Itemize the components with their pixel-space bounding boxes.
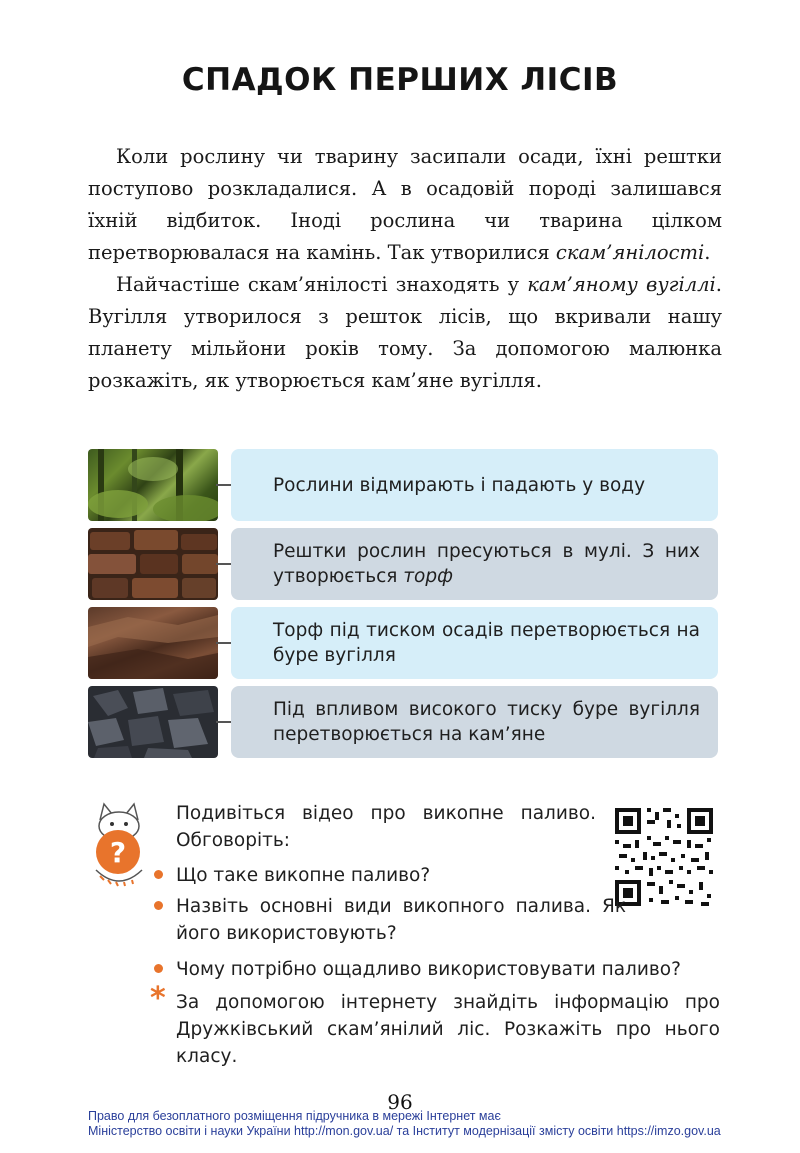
stage-3-box xyxy=(231,607,718,679)
stage-3-text: Торф під тиском осадів перетворюється на буре вугілля xyxy=(273,620,700,666)
coal-photo xyxy=(88,686,218,758)
stage-1-box xyxy=(231,449,718,521)
star-item xyxy=(150,981,720,1070)
list-item xyxy=(176,862,626,889)
paragraph-end: . xyxy=(704,241,711,264)
svg-text:?: ? xyxy=(109,836,127,869)
forest-photo xyxy=(88,449,218,521)
stage-4-box xyxy=(231,686,718,758)
footer-line-2: Міністерство освіти і науки України http://mon.gov.ua/ та Інститут модернізації змісту освіти https://imzo.gov.ua xyxy=(88,1124,721,1138)
stage-1 xyxy=(88,449,718,521)
paragraph-text: Коли рослину чи тварину засипали осади, їхні рештки поступово розкладалися. А в осадовій породі залишався їхній відбиток. Іноді рослина чи тварина цілком перетворювалася на камінь. Так утворилися xyxy=(88,145,722,264)
question-cat-icon xyxy=(88,800,150,892)
stage-4 xyxy=(88,686,718,758)
paragraph-coal xyxy=(88,269,722,397)
stage-4-text: Під впливом високого тиску буре вугілля перетворюється на кам’яне xyxy=(273,699,700,745)
star-item-text: За допомогою інтернету знайдіть інформацію про Дружківський скам’янілий ліс. Розкажіть про нього класу. xyxy=(176,992,720,1067)
paragraph-end: . Вугілля утворилося з решток лісів, що вкривали нашу планету мільйони років тому. За допомогою малюнка розкажіть, як утворюється кам’яне вугілля. xyxy=(88,273,722,392)
list-item xyxy=(176,893,626,947)
stage-2-text xyxy=(273,539,700,589)
page-number: 96 xyxy=(387,1090,413,1114)
list-item-text: Чому потрібно ощадливо використовувати паливо? xyxy=(176,959,681,980)
stage-2-box xyxy=(231,528,718,600)
stage-2-text-main: Рештки рослин пресуються в мулі. З них утворюється xyxy=(273,541,700,587)
bullet-icon xyxy=(154,901,163,910)
list-item-text: Що таке викопне паливо? xyxy=(176,865,431,886)
bullet-icon xyxy=(154,964,163,973)
question-list-wide xyxy=(150,956,720,1070)
list-item xyxy=(176,956,720,983)
page-title: СПАДОК ПЕРШИХ ЛІСІВ xyxy=(181,62,619,98)
footer-line-1: Право для безоплатного розміщення підручника в мережі Інтернет має xyxy=(88,1109,501,1123)
stage-2 xyxy=(88,528,718,600)
question-list xyxy=(176,862,626,951)
peat-photo xyxy=(88,528,218,600)
footer-notice xyxy=(88,1109,728,1139)
paragraph-fossils xyxy=(88,141,722,269)
paragraph-text: Найчастіше скам’янілості знаходять у xyxy=(116,273,528,296)
question-intro: Подивіться відео про викопне паливо. Обговоріть: xyxy=(176,803,596,851)
term-fossils: скам’янілості xyxy=(555,241,705,264)
qr-code[interactable] xyxy=(613,806,715,908)
term-peat: торф xyxy=(403,566,453,587)
brown-coal-photo xyxy=(88,607,218,679)
stage-3 xyxy=(88,607,718,679)
bullet-icon xyxy=(154,870,163,879)
asterisk-icon: * xyxy=(150,981,166,1016)
question-section xyxy=(88,800,728,1080)
list-item-text: Назвіть основні види викопного палива. Як його використовують? xyxy=(176,896,626,944)
stage-1-text: Рослини відмирають і падають у воду xyxy=(273,474,646,496)
term-coal: кам’яному вугіллі xyxy=(527,273,716,296)
